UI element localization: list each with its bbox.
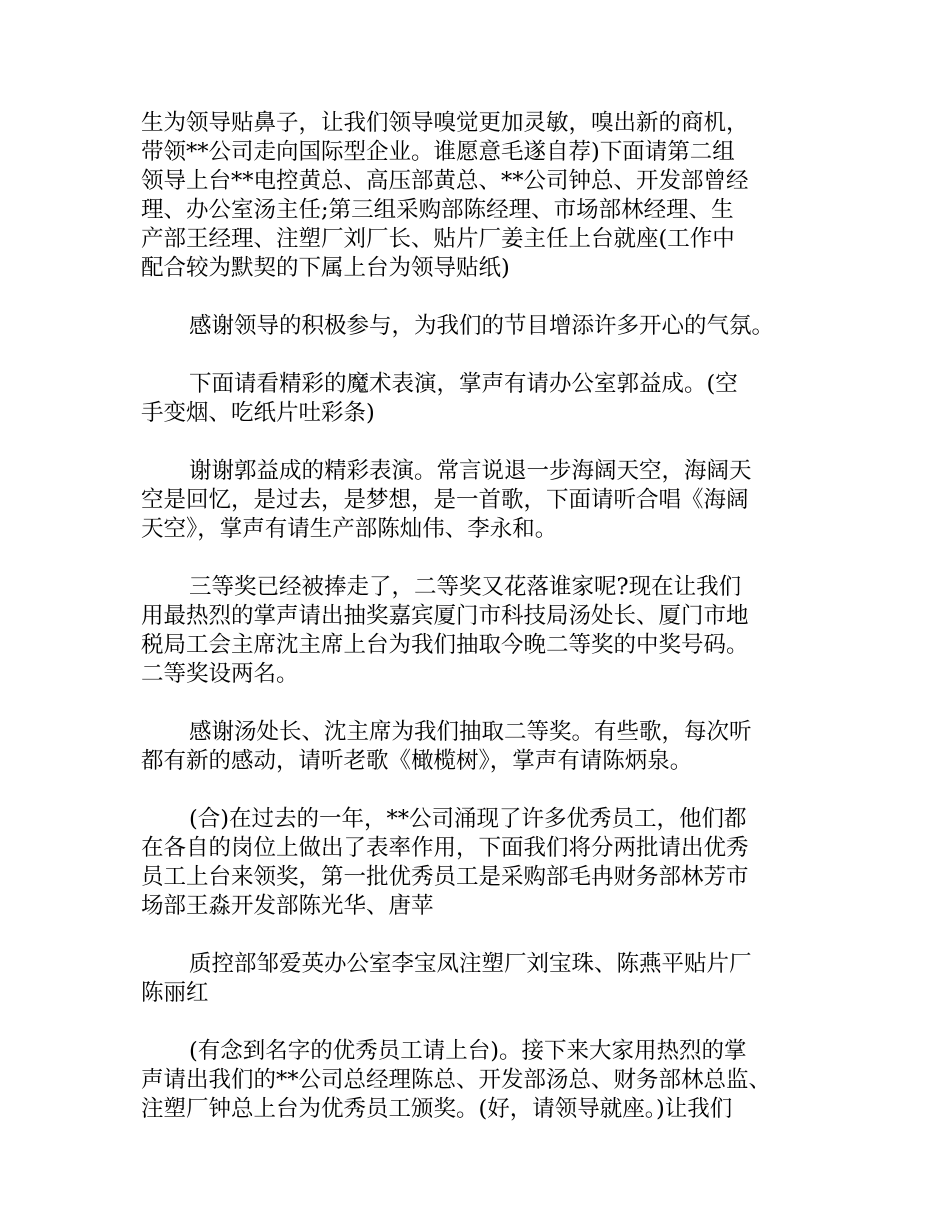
paragraph-3: 下面请看精彩的魔术表演，掌声有请办公室郭益成。(空 手变烟、吃纸片吐彩条) <box>141 371 738 426</box>
paragraph-2: 感谢领导的积极参与，为我们的节目增添许多开心的气氛。 <box>189 313 775 339</box>
paragraph-1: 生为领导贴鼻子，让我们领导嗅觉更加灵敏，嗅出新的商机， 带领**公司走向国际型企业。谁愿意毛遂自荐)下面请第二组 领导上台**电控黄总、高压部黄总、**公司钟总、开发部曾经 理、办公室汤主任;第三组采购部陈经理、市场部林经理、生 产部王经理、注塑厂刘厂长、贴片厂姜主任上台就座(工作中 配合较为默契的下属上台为领导贴纸) <box>141 110 749 281</box>
document-body <box>141 109 831 1153</box>
paragraph-7: (合)在过去的一年，**公司涌现了许多优秀员工，他们都 在各自的岗位上做出了表率作用，下面我们将分两批请出优秀 员工上台来领奖，第一批优秀员工是采购部毛冉财务部林芳市 场部王淼开发部陈光华、唐苹 <box>141 806 749 919</box>
paragraph-5: 三等奖已经被捧走了，二等奖又花落谁家呢?现在让我们 用最热烈的掌声请出抽奖嘉宾厦门市科技局汤处长、厦门市地 税局工会主席沈主席上台为我们抽取今晚二等奖的中奖号码。 二等奖设两名。 <box>141 574 749 687</box>
paragraph-9: (有念到名字的优秀员工请上台)。接下来大家用热烈的掌 声请出我们的**公司总经理陈总、开发部汤总、财务部林总监、 注塑厂钟总上台为优秀员工颁奖。(好，请领导就座。)让我们 <box>141 1038 772 1122</box>
paragraph-4: 谢谢郭益成的精彩表演。常言说退一步海阔天空，海阔天 空是回忆，是过去，是梦想，是一首歌，下面请听合唱《海阔 天空》，掌声有请生产部陈灿伟、李永和。 <box>141 458 752 542</box>
paragraph-8: 质控部邹爱英办公室李宝凤注塑厂刘宝珠、陈燕平贴片厂 陈丽红 <box>141 951 752 1006</box>
paragraph-6: 感谢汤处长、沈主席为我们抽取二等奖。有些歌，每次听 都有新的感动，请听老歌《橄榄树》，掌声有请陈炳泉。 <box>141 719 752 774</box>
